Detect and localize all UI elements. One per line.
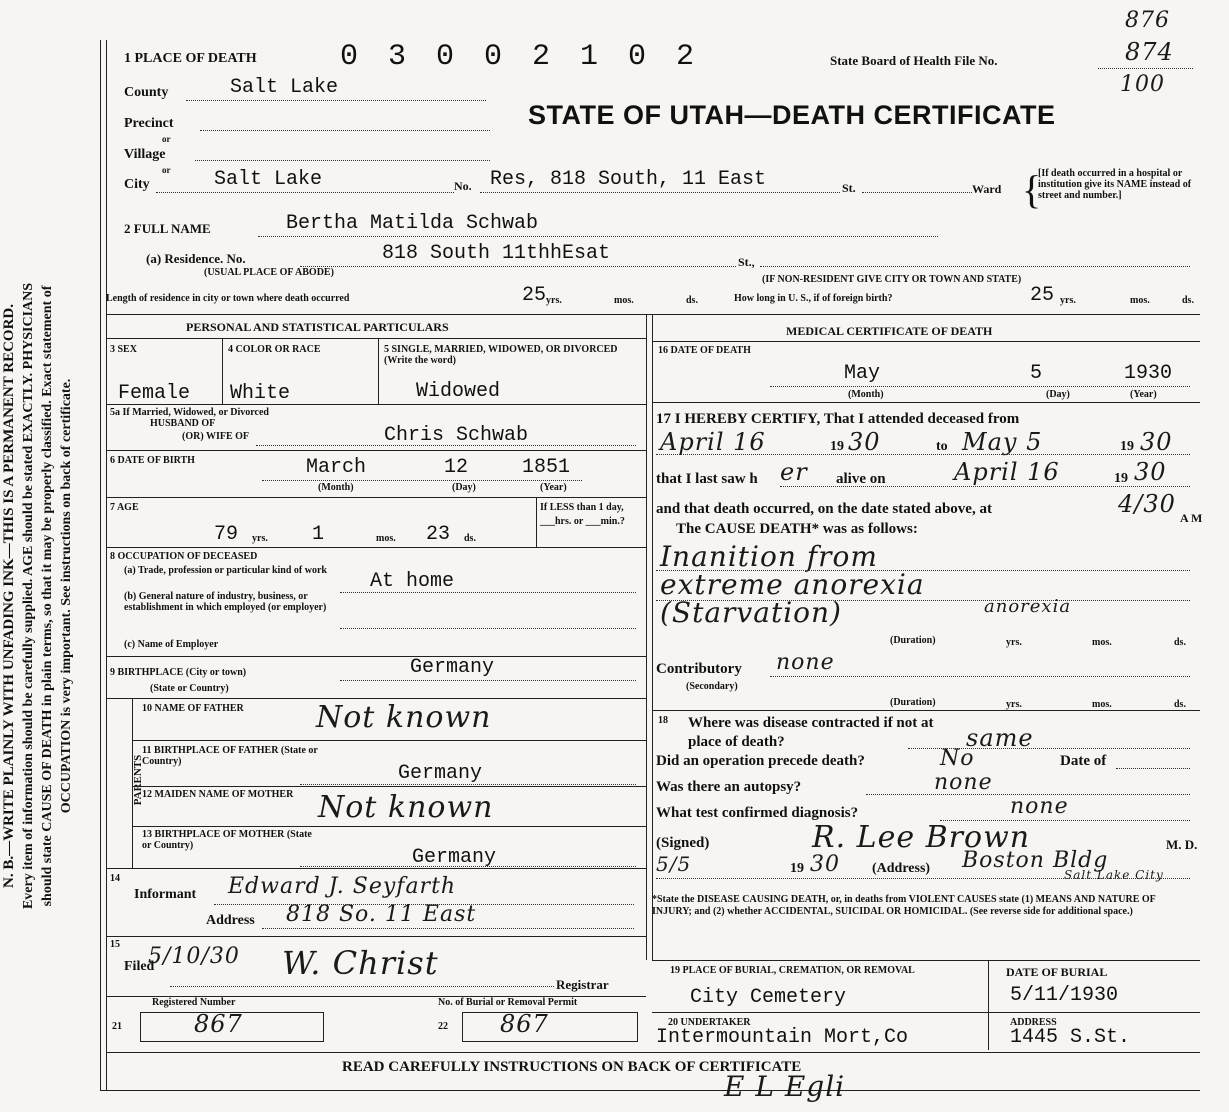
dob-year: 1851	[522, 456, 571, 479]
city-label: City	[124, 177, 150, 192]
occupation-a-label: (a) Trade, profession or particular kind of work	[124, 565, 327, 576]
us-yrs-label: yrs.	[1060, 295, 1076, 306]
father-bp-label: 11 BIRTHPLACE OF FATHER (State or Country)	[142, 745, 318, 767]
mother-bp-value: Germany	[412, 846, 497, 869]
field-15-number: 15	[110, 939, 120, 950]
st-label: St.	[842, 181, 856, 195]
street-value: Res, 818 South, 11 East	[490, 168, 767, 191]
signed-label: (Signed)	[656, 835, 710, 851]
frame-left-line-2	[106, 40, 107, 1090]
death-occurred-label: and that death occurred, on the date stated above, at	[656, 501, 992, 517]
last-saw-label: that I last saw h	[656, 471, 758, 487]
village-label: Village	[124, 147, 166, 162]
contributory-value: none	[776, 650, 835, 675]
operation-label: Did an operation precede death?	[656, 753, 865, 769]
frame-bottom-line	[100, 1090, 1200, 1091]
spouse-value: Chris Schwab	[384, 424, 529, 447]
md-label: M. D.	[1166, 837, 1198, 852]
operation-value: No	[940, 746, 975, 771]
footer-signature: E L Egli	[724, 1070, 846, 1103]
to-label: to	[936, 439, 948, 454]
cause-line-3b: anorexia	[984, 596, 1072, 617]
undertaker-value: Intermountain Mort,Co	[656, 1026, 909, 1049]
to-19-label: 19	[1120, 439, 1134, 454]
cause-line-2: extreme anorexia	[660, 568, 925, 601]
reg-number-label: Registered Number	[152, 997, 236, 1008]
signed-19-label: 19	[790, 861, 804, 876]
alive-19-label: 19	[1114, 471, 1128, 486]
contributory-sub-label: (Secondary)	[686, 681, 738, 692]
dod-day-label: (Day)	[1046, 389, 1070, 400]
sex-value: Female	[118, 382, 191, 405]
side-instructions	[0, 86, 80, 1106]
age-years: 79	[214, 523, 239, 546]
residence-label: (a) Residence. No.	[146, 251, 246, 266]
length-residence-value: 25	[522, 284, 547, 307]
certificate-title: STATE OF UTAH—DEATH CERTIFICATE	[528, 100, 1056, 130]
full-name-value: Bertha Matilda Schwab	[286, 212, 539, 235]
employer-label: (c) Name of Employer	[124, 639, 219, 650]
marital-label: 5 SINGLE, MARRIED, WIDOWED, OR DIVORCED (Write the word)	[384, 344, 618, 366]
color-value: White	[230, 382, 291, 405]
filed-value: 5/10/30	[148, 944, 240, 969]
informant-address-label: Address	[206, 913, 255, 928]
cause-note: *State the DISEASE CAUSING DEATH, or, in deaths from VIOLENT CAUSES state (1) MEANS AND NATURE OF INJURY; and (2) whether ACCIDENTAL, SUICIDAL OR HOMICIDAL. (See reverse side for additional space.)	[652, 894, 1156, 917]
cause-label: The CAUSE DEATH* was as follows:	[676, 521, 918, 537]
dod-month: May	[844, 362, 881, 385]
us-mos-label: mos.	[1130, 295, 1150, 306]
length-mos-label: mos.	[614, 295, 634, 306]
duration-ds-1: ds.	[1174, 637, 1186, 648]
reg-number-value: 867	[194, 1010, 243, 1038]
county-value: Salt Lake	[230, 76, 339, 99]
occupation-b-label: (b) General nature of industry, business, or establishment in which employed (or employer)	[124, 591, 327, 613]
frame-left-line	[100, 40, 101, 1090]
test-label: What test confirmed diagnosis?	[656, 805, 859, 821]
attended-to-year: 30	[1140, 428, 1173, 456]
father-bp-value: Germany	[398, 762, 483, 785]
brace-icon: {	[1022, 167, 1042, 212]
dob-month-label: (Month)	[318, 482, 354, 493]
alive-date: April 16	[954, 458, 1060, 486]
cause-line-3: (Starvation)	[660, 596, 842, 629]
spouse-label-3: (OR) WIFE OF	[182, 431, 250, 442]
attended-from: April 16	[660, 428, 766, 456]
footer-instructions: READ CAREFULLY INSTRUCTIONS ON BACK OF CERTIFICATE	[342, 1059, 802, 1075]
birthplace-value: Germany	[410, 656, 495, 679]
or-label-2: or	[162, 165, 171, 175]
county-label: County	[124, 85, 169, 100]
burial-permit-value: 867	[500, 1010, 549, 1038]
alive-on-label: alive on	[836, 471, 886, 487]
burial-date-label: DATE OF BURIAL	[1006, 965, 1108, 979]
length-residence-label: Length of residence in city or town where death occurred	[106, 293, 350, 304]
mother-bp-label: 13 BIRTHPLACE OF MOTHER (State or Country)	[142, 829, 312, 851]
burial-place-label: 19 PLACE OF BURIAL, CREMATION, OR REMOVAL	[670, 965, 915, 976]
spouse-label-2: HUSBAND OF	[150, 418, 216, 429]
autopsy-label: Was there an autopsy?	[656, 779, 802, 795]
age-mos-label: mos.	[376, 533, 396, 544]
or-label-1: or	[162, 134, 171, 144]
non-resident-label: (IF NON-RESIDENT GIVE CITY OR TOWN AND STATE)	[762, 274, 1022, 285]
occupation-label: 8 OCCUPATION OF DECEASED	[110, 551, 258, 562]
duration-ds-2: ds.	[1174, 699, 1186, 710]
file-no-sub: 100	[1120, 72, 1165, 97]
place-of-death-label: 1 PLACE OF DEATH	[124, 51, 257, 66]
signed-year: 30	[810, 852, 840, 877]
physician-address-2: Salt Lake City	[1064, 868, 1164, 882]
sex-label: 3 SEX	[110, 344, 137, 355]
contributory-label: Contributory	[656, 661, 742, 677]
field-22-number: 22	[438, 1021, 448, 1032]
dod-day: 5	[1030, 362, 1043, 385]
top-number: 876	[1125, 8, 1170, 33]
burial-place-value: City Cemetery	[690, 986, 847, 1009]
attended-from-year: 30	[848, 428, 881, 456]
mother-value: Not known	[318, 790, 494, 825]
field-21-number: 21	[112, 1021, 122, 1032]
residence-value: 818 South 11thhEsat	[382, 242, 611, 265]
us-ds-label: ds.	[1182, 295, 1194, 306]
birthplace-label: 9 BIRTHPLACE (City or town)	[110, 667, 247, 678]
us-label: How long in U. S., if of foreign birth?	[734, 293, 893, 304]
from-19-label: 19	[830, 439, 844, 454]
field-14-number: 14	[110, 873, 120, 884]
age-yrs-label: yrs.	[252, 533, 268, 544]
physician-signature: R. Lee Brown	[812, 820, 1031, 855]
am-label: A M	[1180, 511, 1203, 525]
dob-day-label: (Day)	[452, 482, 476, 493]
registrar-signature: W. Christ	[282, 944, 439, 982]
physician-address: Boston Bldg	[962, 848, 1109, 873]
duration-label-1: (Duration)	[890, 635, 936, 646]
us-value: 25	[1030, 284, 1055, 307]
side-note-line1: N. B.—WRITE PLAINLY WITH UNFADING INK—THIS IS A PERMANENT RECORD.	[1, 304, 17, 888]
section-divider	[106, 314, 1200, 315]
occupation-value: At home	[370, 570, 455, 593]
side-note-line4: OCCUPATION is very important. See instructions on back of certificate.	[59, 378, 74, 814]
operation-date-label: Date of	[1060, 753, 1107, 769]
length-ds-label: ds.	[686, 295, 698, 306]
informant-address: 818 So. 11 East	[286, 902, 477, 927]
ward-label: Ward	[972, 182, 1002, 196]
dob-day: 12	[444, 456, 469, 479]
color-label: 4 COLOR OR RACE	[228, 344, 321, 355]
duration-label-2: (Duration)	[890, 697, 936, 708]
physician-address-label: (Address)	[872, 861, 931, 876]
father-label: 10 NAME OF FATHER	[142, 703, 244, 714]
usual-abode-label: (USUAL PLACE OF ABODE)	[204, 267, 334, 278]
marital-value: Widowed	[416, 380, 501, 403]
side-note-line3: should state CAUSE OF DEATH in plain terms, so that it may be properly classified. Exact statement of	[40, 285, 55, 907]
dob-label: 6 DATE OF BIRTH	[110, 455, 195, 466]
filed-label: Filed	[124, 959, 155, 974]
birthplace-sub-label: (State or Country)	[150, 683, 229, 694]
last-saw-her: er	[780, 458, 808, 486]
side-note-line2: Every item of information should be carefully supplied. AGE should be stated EXACTLY. PHYSICIANS	[21, 282, 36, 910]
field-18-number: 18	[658, 715, 668, 726]
where-contracted-label: Where was disease contracted if not at place of death?	[688, 715, 934, 750]
center-divider	[646, 314, 647, 960]
informant-label: Informant	[134, 887, 197, 902]
medical-heading: MEDICAL CERTIFICATE OF DEATH	[786, 324, 993, 338]
age-ds-label: ds.	[464, 533, 476, 544]
signed-date: 5/5	[656, 852, 692, 876]
age-label: 7 AGE	[110, 502, 139, 513]
undertaker-address-value: 1445 S.St.	[1010, 1026, 1131, 1049]
full-name-label: 2 FULL NAME	[124, 221, 211, 236]
duration-yrs-2: yrs.	[1006, 699, 1022, 710]
stamped-number: 0 3 0 0 2 1 0 2	[340, 40, 701, 74]
age-months: 1	[312, 523, 325, 546]
residence-st-label: St.,	[738, 255, 755, 269]
dod-label: 16 DATE OF DEATH	[658, 345, 751, 356]
cause-line-1: Inanition from	[660, 540, 878, 573]
dob-year-label: (Year)	[540, 482, 567, 493]
file-no-label: State Board of Health File No.	[830, 53, 998, 68]
dod-year: 1930	[1124, 362, 1173, 385]
file-no: 874	[1125, 38, 1174, 66]
parents-label: PARENTS	[132, 754, 144, 806]
no-label: No.	[454, 179, 472, 193]
where-contracted-value: same	[966, 724, 1034, 752]
father-value: Not known	[316, 700, 492, 735]
certify-text: 17 I HEREBY CERTIFY, That I attended deceased from	[656, 411, 1020, 427]
dob-month: March	[306, 456, 367, 479]
undertaker-address-label: ADDRESS	[1010, 1017, 1057, 1028]
dod-year-label: (Year)	[1130, 389, 1157, 400]
duration-yrs-1: yrs.	[1006, 637, 1022, 648]
length-yrs-label: yrs.	[546, 295, 562, 306]
center-divider-2	[652, 314, 653, 960]
precinct-label: Precinct	[124, 116, 174, 131]
age-days: 23	[426, 523, 451, 546]
dod-month-label: (Month)	[848, 389, 884, 400]
attended-to: May 5	[962, 428, 1043, 456]
personal-heading: PERSONAL AND STATISTICAL PARTICULARS	[186, 320, 449, 334]
hospital-note: [If death occurred in a hospital or institution give its NAME instead of street and number.]	[1038, 168, 1192, 201]
test-value: none	[1010, 794, 1069, 819]
informant-value: Edward J. Seyfarth	[228, 874, 457, 899]
burial-date-value: 5/11/1930	[1010, 984, 1119, 1007]
undertaker-label: 20 UNDERTAKER	[668, 1017, 751, 1028]
registrar-label: Registrar	[556, 977, 609, 992]
burial-permit-label: No. of Burial or Removal Permit	[438, 997, 578, 1008]
spouse-label-1: 5a If Married, Widowed, or Divorced	[110, 407, 269, 418]
duration-mos-2: mos.	[1092, 699, 1112, 710]
duration-mos-1: mos.	[1092, 637, 1112, 648]
death-time: 4/30	[1118, 490, 1176, 518]
less-than-day-label: If LESS than 1 day, ___hrs. or ___min.?	[540, 502, 625, 527]
autopsy-value: none	[934, 770, 993, 795]
burial-permit-box	[462, 1012, 638, 1042]
city-value: Salt Lake	[214, 168, 323, 191]
mother-label: 12 MAIDEN NAME OF MOTHER	[142, 789, 294, 800]
alive-year: 30	[1134, 458, 1167, 486]
